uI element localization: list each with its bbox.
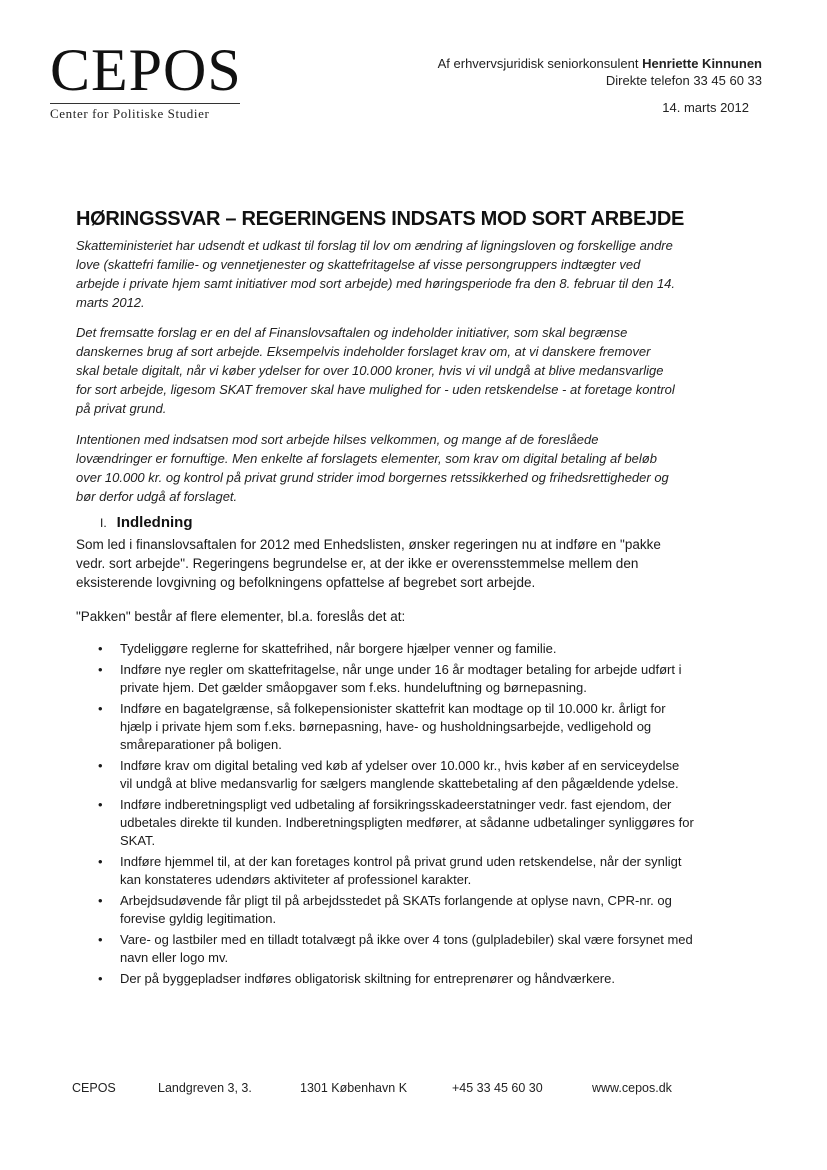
section-number: I. [100,516,107,530]
list-item [94,970,694,988]
list-item-text: Indføre nye regler om skattefritagelse, når unge under 16 år modtager betaling for arbejde udført i private hjem. Det gælder småopgaver som f.eks. hundeluftning og børnepasning. [120,662,682,695]
list-item-text: Indføre hjemmel til, at der kan foretages kontrol på privat grund uden retskendelse, når der synligt kan konstateres udendørs aktiviteter af professionel karakter. [120,854,682,887]
bullet-list [94,640,694,991]
bullet-lead: "Pakken" består af flere elementer, bl.a. foreslås det at: [76,609,406,624]
footer-street: Landgreven 3, 3. [158,1081,252,1095]
list-item-text: Indføre en bagatelgrænse, så folkepensionister skattefrit kan modtage op til 10.000 kr. årligt for hjælp i private hjem som f.eks. børnepasning, have- og husholdningsarbejde, vedligehold og småreparationer på boligen. [120,701,666,752]
phone-line: Direkte telefon 33 45 60 33 [605,73,762,88]
section-paragraph: Som led i finanslovsaftalen for 2012 med Enhedslisten, ønsker regeringen nu at indføre en "pakke vedr. sort arbejde". Regeringens begrundelse er, at der ikke er overensstemmelse mellem den eksisterende lovgivning og befolkningens opfattelse af begrebet sort arbejde. [76,537,661,590]
list-item [94,931,694,967]
list-item [94,661,694,697]
author-line [438,55,762,72]
bullet-icon: • [98,662,103,677]
intro-paragraph-2: Det fremsatte forslag er en del af Finanslovsaftalen og indeholder initiativer, som skal begrænse danskernes brug af sort arbejde. Eksempelvis indeholder forslaget krav om, at vi danskere fremover skal betale digitalt, når vi køber ydelser for over 10.000 kroner, hvis vi vil undgå at blive medansvarlige for sort arbejde, ligesom SKAT fremover skal have mulighed for - uden retskendelse - at foretage kontrol på privat grund. [76,325,675,416]
list-item-text: Der på byggepladser indføres obligatorisk skiltning for entreprenører og håndværkere. [120,971,615,986]
list-item [94,853,694,889]
bullet-icon: • [98,854,103,869]
logo-subtitle: Center for Politiske Studier [50,106,210,121]
footer-org: CEPOS [72,1081,116,1095]
list-item-text: Vare- og lastbiler med en tilladt totalvægt på ikke over 4 tons (gulpladebiler) skal være forsynet med navn eller logo mv. [120,932,693,965]
logo-rule [50,103,240,104]
author-block [438,55,762,89]
bullet-icon: • [98,932,103,947]
bullet-icon: • [98,701,103,716]
footer-website: www.cepos.dk [592,1081,672,1095]
cepos-logo [50,37,242,122]
list-item-text: Indføre indberetningspligt ved udbetaling af forsikringsskadeerstatninger vedr. fast ejendom, der udbetales direkte til kunden. Indberetningspligten medfører, at sådanne udbetalinger synliggøres for SKAT. [120,797,694,848]
bullet-icon: • [98,758,103,773]
bullet-icon: • [98,797,103,812]
list-item [94,640,694,658]
list-item [94,700,694,754]
author-prefix: Af erhvervsjuridisk seniorkonsulent [437,56,643,71]
list-item-text: Tydeliggøre reglerne for skattefrihed, når borgere hjælper venner og familie. [120,641,557,656]
list-item-text: Arbejdsudøvende får pligt til på arbejdsstedet på SKATs forlangende at oplyse navn, CPR-nr. og forevise gyldig legitimation. [120,893,672,926]
bullet-icon: • [98,893,103,908]
footer-phone: +45 33 45 60 30 [452,1081,543,1095]
list-item [94,757,694,793]
intro-paragraph-1: Skatteministeriet har udsendt et udkast til forslag til lov om ændring af ligningsloven og forskellige andre love (skattefri familie- og vennetjenester og skattefritagelse af visse persongruppers indtægter ved arbejde i private hjem samt initiativer mod sort arbejde) med høringsperiode fra den 8. februar til den 14. marts 2012. [76,238,676,310]
list-item [94,796,694,850]
logo-wordmark: CEPOS [50,37,242,103]
document-date: 14. marts 2012 [662,100,749,115]
footer-city: 1301 København K [300,1081,408,1095]
bullet-icon: • [98,971,103,986]
section-title: Indledning [116,514,193,531]
author-name: Henriette Kinnunen [642,56,762,71]
list-item-text: Indføre krav om digital betaling ved køb af ydelser over 10.000 kr., hvis køber af en serviceydelse vil undgå at blive medansvarlig for sælgers manglende skattebetaling af den pågældende ydelse. [120,758,680,791]
section-heading [100,514,193,531]
list-item [94,892,694,928]
intro-paragraph-3: Intentionen med indsatsen mod sort arbejde hilses velkommen, og mange af de foreslåede lovændringer er fornuftige. Men enkelte af forslagets elementer, som krav om digital betaling af beløb over 10.000 kr. og kontrol på privat grund strider imod borgernes retssikkerhed og frihedsrettigheder og bør derfor udgå af forslaget. [76,432,669,504]
bullet-icon: • [98,641,103,656]
document-title: HØRINGSSVAR – REGERINGENS INDSATS MOD SORT ARBEJDE [76,208,685,230]
